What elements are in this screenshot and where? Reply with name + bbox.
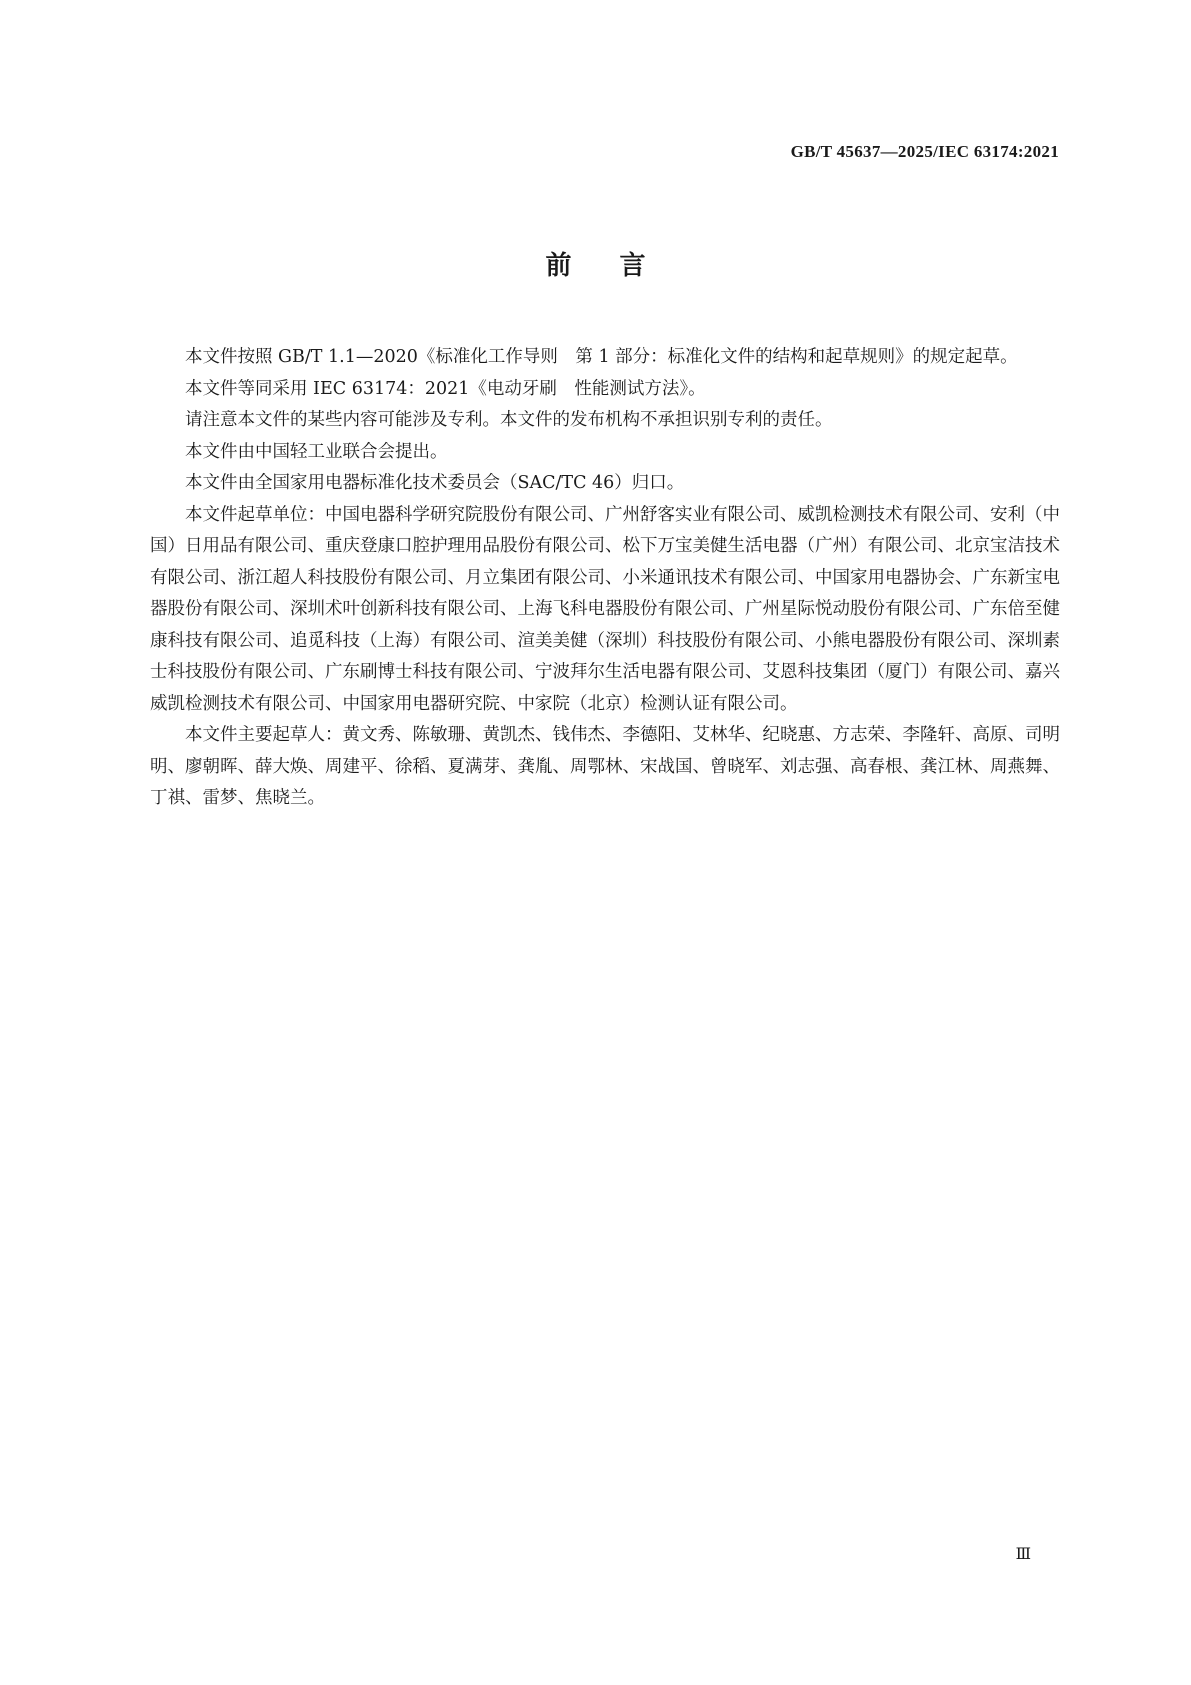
paragraph-drafters: 本文件主要起草人：黄文秀、陈敏珊、黄凯杰、钱伟杰、李德阳、艾林华、纪晓惠、方志荣、李隆轩、高原、司明明、廖朝晖、薛大焕、周建平、徐稻、夏满芽、龚胤、周鄂林、宋战国、曾晓军、刘志强、高春根、龚江林、周燕舞、丁祺、雷梦、焦晓兰。 [150, 725, 1060, 808]
paragraph-patent-notice: 请注意本文件的某些内容可能涉及专利。本文件的发布机构不承担识别专利的责任。 [185, 410, 833, 430]
paragraph-proposer: 本文件由中国轻工业联合会提出。 [185, 441, 448, 462]
page-title: 前言 [545, 251, 694, 281]
foreword-body [150, 342, 1060, 815]
paragraph-drafting-rules: 本文件按照 GB/T 1.1—2020《标准化工作导则 第 1 部分：标准化文件的结构和起草规则》的规定起草。 [185, 347, 1018, 367]
paragraph-drafting-units: 本文件起草单位：中国电器科学研究院股份有限公司、广州舒客实业有限公司、威凯检测技术有限公司、安利（中国）日用品有限公司、重庆登康口腔护理用品股份有限公司、松下万宝美健生活电器（广州）有限公司、北京宝洁技术有限公司、浙江超人科技股份有限公司、月立集团有限公司、小米通讯技术有限公司、中国家用电器协会、广东新宝电器股份有限公司、深圳术叶创新科技有限公司、上海飞科电器股份有限公司、广州星际悦动股份有限公司、广东倍至健康科技有限公司、追觅科技（上海）有限公司、渲美美健（深圳）科技股份有限公司、小熊电器股份有限公司、深圳素士科技股份有限公司、广东刷博士科技有限公司、宁波拜尔生活电器有限公司、艾恩科技集团（厦门）有限公司、嘉兴威凯检测技术有限公司、中国家用电器研究院、中家院（北京）检测认证有限公司。 [150, 504, 1060, 714]
paragraph-adoption: 本文件等同采用 IEC 63174：2021《电动牙刷 性能测试方法》。 [185, 378, 706, 399]
standard-code: GB/T 45637—2025/IEC 63174:2021 [790, 142, 1059, 161]
paragraph-committee: 本文件由全国家用电器标准化技术委员会（SAC/TC 46）归口。 [185, 473, 685, 493]
page-number: Ⅲ [1015, 1546, 1031, 1563]
